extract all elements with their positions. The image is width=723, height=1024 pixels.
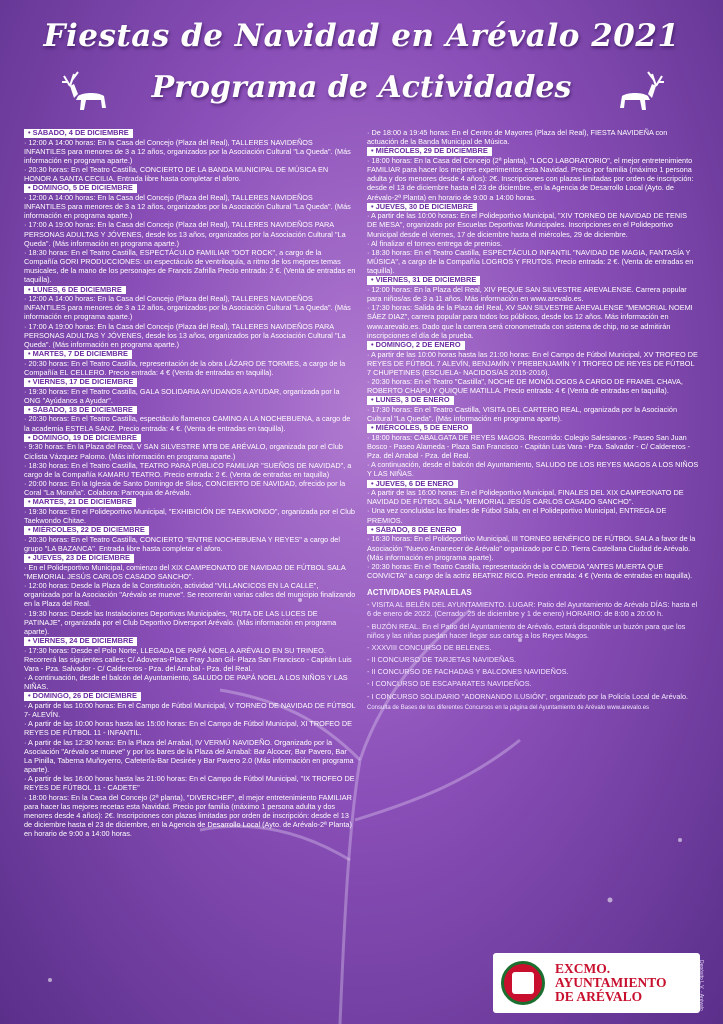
event-item: · 12:00 horas: Desde la Plaza de la Constitución, actividad "VILLANCICOS EN LA CALLE", organizada por la Asociación "Arévalo se mueve". Se recorrerán varias calles del municipio finalizando en la Plaza del Real. xyxy=(24,581,356,609)
day-heading: • MIÉRCOLES, 29 DE DICIEMBRE xyxy=(367,147,492,156)
day-heading: • SÁBADO, 4 DE DICIEMBRE xyxy=(24,129,133,138)
event-item: · Al finalizar el torneo entrega de premios. xyxy=(367,238,503,248)
event-item: · De 18:00 a 19:45 horas: En el Centro de Mayores (Plaza del Real), FIESTA NAVIDEÑA con actuación de la Banda Municipal de Música. xyxy=(367,128,668,147)
reindeer-right-icon xyxy=(606,66,666,122)
day-heading: • DOMINGO, 5 DE DICIEMBRE xyxy=(24,184,137,193)
event-item: · A partir de las 16:00 horas: En el Polideportivo Municipal, FINALES DEL XIX CAMPEONATO DE NAVIDAD DE FÚTBOL SALA "MEMORIAL JESÚS CARLOS CASADO SANCHO". xyxy=(367,488,684,507)
program-left-column xyxy=(24,128,356,838)
event-item: · A partir de las 16:00 horas hasta las 21:00 horas: En el Campo de Fútbol Municipal, "IX TROFEO DE REYES DE FÚTBOL 11 - CADETE" xyxy=(24,774,355,793)
event-item: · 12:00 A 14:00 horas: En la Casa del Concejo (Plaza del Real), TALLERES NAVIDEÑOS INFANTILES para menores de 3 a 12 años, organizados por la Asociación Cultural "La Queda". (Más información en programa aparte.) xyxy=(24,137,351,165)
event-item: · 17:00 A 19:00 horas: En la Casa del Concejo (Plaza del Real), TALLERES NAVIDEÑOS PARA PERSONAS ADULTAS Y JÓVENES, desde los 13 años, organizados por la Asociación Cultural "La Queda". (Más información en programa aparte.) xyxy=(24,321,346,349)
event-item: · 18:30 horas: En el Teatro Castilla, TEATRO PARA PÚBLICO FAMILIAR "SUEÑOS DE NAVIDAD", a cargo de la Compañía KAMARU TEATRO. Precio entrada: 2 €. (Venta de entradas en taquilla) xyxy=(24,460,352,479)
parallel-list xyxy=(367,600,699,700)
day-heading: • LUNES, 3 DE ENERO xyxy=(367,396,454,405)
event-item: · 20:30 horas: En el Teatro Castilla, espectáculo flamenco CAMINO A LA NOCHEBUENA, a cargo de la academia ESTELA SANZ. Precio entrada: 4 €. (Venta de entradas en taquilla). xyxy=(24,414,351,433)
day-heading: • SÁBADO, 8 DE ENERO xyxy=(367,526,461,535)
event-item: · A continuación, desde el balcón del Ayuntamiento, SALUDO DE LOS REYES MAGOS A LOS NIÑOS Y LAS NIÑAS. xyxy=(367,460,699,479)
day-heading: • JUEVES, 6 DE ENERO xyxy=(367,480,458,489)
event-item: · 20:30 horas: En el Teatro Castilla, representación de la COMEDIA "ANTES MUERTA QUE CONVICTA" a cargo de la actriz BEATRIZ RICO. Precio entrada: 4 € (Venta de entradas en taquilla). xyxy=(367,561,693,580)
event-item: · 9:30 horas: En la Plaza del Real, V SAN SILVESTRE MTB DE ARÉVALO, organizada por el Club Ciclista Vázquez Palomo. (Más información en programa aparte.) xyxy=(24,442,343,461)
event-item: · 17:00 A 19:00 horas: En la Casa del Concejo (Plaza del Real), TALLERES NAVIDEÑOS PARA PERSONAS ADULTAS Y JÓVENES, desde los 13 años, organizados por la Asociación Cultural "La Queda". (Más información en programa aparte.) xyxy=(24,220,346,248)
parallel-item: - II CONCURSO DE TARJETAS NAVIDEÑAS. xyxy=(367,655,517,665)
day-heading: • MIÉRCOLES, 22 DE DICIEMBRE xyxy=(24,526,149,535)
day-heading: • JUEVES, 30 DE DICIEMBRE xyxy=(367,203,477,212)
day-heading: • SÁBADO, 18 DE DICIEMBRE xyxy=(24,406,137,415)
day-heading: • MARTES, 21 DE DICIEMBRE xyxy=(24,498,136,507)
event-item: · 18:30 horas: En el Teatro Castilla, ESPECTÁCULO INFANTIL "NAVIDAD DE MAGIA, FANTASÍA Y MÚSICA", a cargo de la Compañía LOGROS Y FRUTOS. Precio entrada: 2 €. (Venta de entradas en taquilla). xyxy=(367,247,694,276)
event-item: · 20:30 horas: En el Teatro Castilla, CONCIERTO DE LA BANDA MUNICIPAL DE MÚSICA EN HONOR A SANTA CECILIA. Entrada libre hasta completar el aforo. xyxy=(24,165,329,184)
day-heading: • LUNES, 6 DE DICIEMBRE xyxy=(24,286,126,295)
page-subtitle: Programa de Actividades xyxy=(151,70,572,105)
event-item: · A partir de las 10:00 horas hasta las 21:00 horas: En el Campo de Fútbol Municipal, XV TROFEO DE REYES DE FÚTBOL 7 ALEVÍN, BENJAMÍN Y PREBENJAMÍN Y I TROFEO DE REYES DE FÚTBOL 7 CHUPETINES (ESCUELA- NACIDOS/AS 2015-2016). xyxy=(367,349,698,377)
event-item: · A partir de las 10:00 horas hasta las 15:00 horas: En el Campo de Fútbol Municipal, XI TROFEO DE REYES DE FÚTBOL 11 - INFANTIL. xyxy=(24,719,352,738)
event-item: · 18:00 horas: CABALGATA DE REYES MAGOS. Recorrido: Colegio Salesianos - Paseo San Juan Bosco - Paseo Alameda - Plaza San Francisco - Capitán Luis Vara - Pza. Salvador - C/ Caldereros - Pza. del Arrabal - Pza. del Real. xyxy=(367,432,691,461)
coat-of-arms-icon xyxy=(501,961,545,1005)
event-item: · 20:00 horas: En la Iglesia de Santo Domingo de Silos, CONCIERTO DE NAVIDAD, ofrecido por la Coral "La Moraña". Colabora: Parroquia de Arévalo. xyxy=(24,479,346,498)
parallel-item: - I CONCURSO SOLIDARIO "ADORNANDO ILUSIÓN", organizado por la Policía Local de Arévalo. xyxy=(367,691,689,701)
logo-line1: EXCMO. xyxy=(555,961,611,976)
event-item: · A partir de las 10:00 horas: En el Campo de Fútbol Municipal, V TORNEO DE NAVIDAD DE FÚTBOL 7- ALEVÍN. xyxy=(24,700,356,720)
event-item: · 18:00 horas: En la Casa del Concejo (2ª planta), "LOCO LABORATORIO", el mejor entretenimiento FAMILIAR para hacer los mejores experimentos esta Navidad. Precio por familia (máximo 1 persona adulta y dos menores desde 4 años): 2€. Inscripciones con plazas limitadas por orden de inscripción: desde el 13 de diciembre hasta el 23 de diciembre, en la Agencia de Desarrollo Local (Ayto. de Arévalo-2ª Planta) en horario de 9:00 a 14:00 horas. xyxy=(367,155,694,202)
town-hall-logo xyxy=(493,953,700,1013)
page-title: Fiestas de Navidad en Arévalo 2021 xyxy=(43,18,680,54)
event-item: · 16:30 horas: En el Polideportivo Municipal, III TORNEO BENÉFICO DE FÚTBOL SALA a favor de la Asociación "Nuevo Amanecer de Arévalo" organizado por C.D. Tierra Castellana Ciudad de Arévalo. (Más información en programa aparte). xyxy=(367,534,696,562)
day-heading: • VIERNES, 24 DE DICIEMBRE xyxy=(24,637,137,646)
day-heading: • DOMINGO, 26 DE DICIEMBRE xyxy=(24,692,141,701)
right-days xyxy=(367,128,699,580)
event-item: · En el Polideportivo Municipal, comienzo del XIX CAMPEONATO DE NAVIDAD DE FÚTBOL SALA "MEMORIAL JESÚS CARLOS CASADO SANCHO". xyxy=(24,562,346,581)
print-credit: Depósito L.V. - Arévalo xyxy=(698,960,704,1011)
event-item: · A partir de las 12:30 horas: En la Plaza del Arrabal, IV VERMÚ NAVIDEÑO. Organizado por la Asociación "Arévalo se mueve" y por los bares de la Plaza del Arrabal: Bar Alcocer, Bar Pavero, Bar La Pinilla, Taberna Muñoyerro, Cafetería-Bar Desirée y Bar Pavero 2.0 (Más información en programa aparte). xyxy=(24,737,354,775)
event-item: · 12:00 A 14:00 horas: En la Casa del Concejo (Plaza del Real), TALLERES NAVIDEÑOS INFANTILES para menores de 3 a 12 años, organizados por la Asociación Cultural "La Queda". (Más información en programa aparte.) xyxy=(24,192,351,221)
parallel-item: - VISITA AL BELÉN DEL AYUNTAMIENTO. LUGAR: Patio del Ayuntamiento de Arévalo DÍAS: hasta el 6 de enero de 2022. (Cerrado: 25 de diciembre y 1 de enero) HORARIO: de 8:00 a 20:00 h. xyxy=(367,600,698,619)
event-item: · A partir de las 10:00 horas: En el Polideportivo Municipal, "XIV TORNEO DE NAVIDAD DE TENIS DE MESA", organizado por Escuelas Deportivas Municipales. Inscripciones en el Polideportivo Municipal desde el viernes, 17 de diciembre hasta el miércoles, 29 de diciembre. xyxy=(367,211,688,239)
event-item: · A continuación, desde el balcón del Ayuntamiento, SALUDO DE PAPÁ NOEL A LOS NIÑOS Y LAS NIÑAS. xyxy=(24,673,348,692)
day-heading: • MIÉRCOLES, 5 DE ENERO xyxy=(367,424,472,433)
day-heading: • VIERNES, 17 DE DICIEMBRE xyxy=(24,378,137,387)
event-item: · 12:00 A 14:00 horas: En la Casa del Concejo (Plaza del Real), TALLERES NAVIDEÑOS INFANTILES para menores de 3 a 12 años, organizados por la Asociación Cultural "La Queda". (Más información en programa aparte.) xyxy=(24,294,351,322)
day-heading: • VIERNES, 31 DE DICIEMBRE xyxy=(367,276,480,285)
day-heading: • MARTES, 7 DE DICIEMBRE xyxy=(24,350,132,359)
event-item: · 18:00 horas: En la Casa del Concejo (2ª planta), "DIVERCHEF", el mejor entretenimiento FAMILIAR para hacer las mejores recetas esta Navidad. Precio por familia (máximo 1 persona adulta y dos menores desde 4 años): 2€. Inscripciones con plazas limitadas por orden de inscripción: desde el 13 de diciembre hasta el 23 de diciembre, en la Agencia de Desarrollo Local (Ayto. de Arévalo-2ª Planta) en horario de 9:00 a 14:00 horas. xyxy=(24,792,352,839)
day-heading: • JUEVES, 23 DE DICIEMBRE xyxy=(24,554,134,563)
parallel-item: - I CONCURSO DE ESCAPARATES NAVIDEÑOS. xyxy=(367,679,532,689)
event-item: · 20:30 horas: En el Teatro "Castilla", NOCHE DE MONÓLOGOS A CARGO DE FRANEL CHAVA, ROBERTO CHAPU Y QUIQUE MATILLA. Precio entrada: 4 € (Venta de entradas en taquilla). xyxy=(367,376,683,396)
logo-line2: AYUNTAMIENTO xyxy=(555,975,667,990)
event-item: · 19:30 horas: En el Polideportivo Municipal, "EXHIBICIÓN DE TAEKWONDO", organizada por el Club Taekwondo Chitae. xyxy=(24,506,355,526)
event-item: · 19:30 horas: Desde las Instalaciones Deportivas Municipales, "RUTA DE LAS LUCES DE PATINAJE", organizada por el Club Deportivo Diversport Arévalo. (Más información en programa aparte). xyxy=(24,608,337,636)
day-heading: • DOMINGO, 2 DE ENERO xyxy=(367,341,465,350)
day-heading: • DOMINGO, 19 DE DICIEMBRE xyxy=(24,434,141,443)
event-item: · 20:30 horas: En el Teatro Castilla, representación de la obra LÁZARO DE TORMES, a cargo de la Compañía EL CELLERO. Precio entrada: 4 € (Venta de entradas en taquilla). xyxy=(24,358,346,377)
event-item: · 17:30 horas: En el Teatro Castilla, VISITA DEL CARTERO REAL, organizada por la Asociación Cultural "La Queda". (Más información en programa aparte). xyxy=(367,404,677,424)
event-item: · 19:30 horas: En el Teatro Castilla, GALA SOLIDARIA AYUDANOS A AYUDAR, organizada por la ONG "Ayúdanos a Ayudar". xyxy=(24,386,340,405)
event-item: · Una vez concluidas las finales de Fútbol Sala, en el Polideportivo Municipal, ENTREGA DE PREMIOS. xyxy=(367,506,667,525)
parallel-item: - BUZÓN REAL. En el Patio del Ayuntamiento de Arévalo, estará disponible un buzón para que los niños y las niñas puedan hacer llegar sus cartas a los Reyes Magos. xyxy=(367,621,686,640)
event-item: · 17:30 horas: Desde el Polo Norte, LLEGADA DE PAPÁ NOEL A ARÉVALO EN SU TRINEO. Recorrerá las siguientes calles: C/ Adoveras-Plaza Fray Juan Gil- Plaza San Francisco - Capitán Luis Vara - Pza. Salvador - C/ Caldereros - Pza. del Arrabal - Pza. del Real. xyxy=(24,645,352,673)
parallel-item: - XXXVIII CONCURSO DE BELENES. xyxy=(367,642,492,652)
program-right-column xyxy=(367,128,699,713)
event-item: · 20:30 horas: En el Teatro Castilla, CONCIERTO "ENTRE NOCHEBUENA Y REYES" a cargo del grupo "LA BAZANCA". Entrada libre hasta completar el aforo. xyxy=(24,534,340,553)
event-item: · 17:30 horas: Salida de la Plaza del Real, XV SAN SILVESTRE AREVALENSE "MEMORIAL NOEMI SÁEZ DIAZ", carrera popular para todos los públicos, desde los 12 años. Más información en www.arevalo.es. Dado que la carrera será cronometrada con sistema de chip, no se admitirán inscripciones el día de la prueba. xyxy=(367,303,693,340)
parallel-item: - II CONCURSO DE FACHADAS Y BALCONES NAVIDEÑOS. xyxy=(367,667,569,677)
reindeer-left-icon xyxy=(60,66,120,122)
event-item: · 18:30 horas: En el Teatro Castilla, ESPECTÁCULO FAMILIAR "DOT ROCK", a cargo de la Compañía GORI PRODUCCIONES: un espectáculo de ventriloquía, a ritmo de los mejores temas musicales, de la mano de los personajes de Francis Zafrilla Precio entrada: 2 €. (Venta de entradas en taquilla). xyxy=(24,247,356,285)
parallel-note: Consulta de Bases de los diferentes Concursos en la página del Ayuntamiento de Arévalo www.arevalo.es xyxy=(367,704,650,711)
parallel-heading: ACTIVIDADES PARALELAS xyxy=(367,588,472,598)
logo-line3: DE ARÉVALO xyxy=(555,989,643,1004)
event-item: · 12:00 horas: En la Plaza del Real, XIV PEQUE SAN SILVESTRE AREVALENSE. Carrera popular para niños/as de 3 a 11 años. Más información en www.arevalo.es. xyxy=(367,284,687,304)
